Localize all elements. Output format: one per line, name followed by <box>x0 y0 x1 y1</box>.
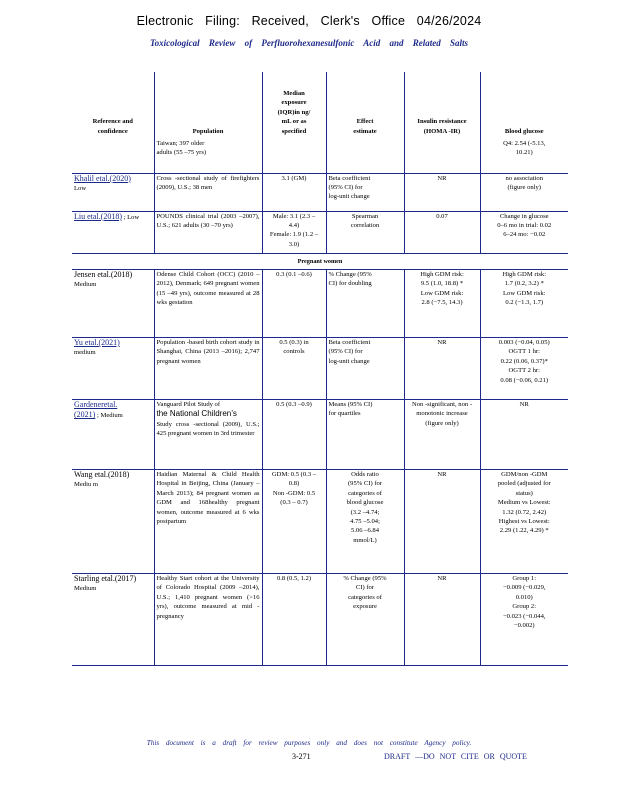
cell-effect: % Change (95% CI) for doubling <box>326 269 404 337</box>
cell-reference <box>72 337 154 399</box>
cell-effect: Means (95% CI) for quartiles <box>326 399 404 469</box>
cell-glucose: Q4: 2.54 (-5.13, 10.21) <box>480 139 568 173</box>
cell-population: Taiwan; 397 older adults (55 –75 yrs) <box>154 139 262 173</box>
confidence-label: ; Medium <box>96 412 123 420</box>
cell-glucose: NR <box>480 399 568 469</box>
cell-exposure: 3.1 (GM) <box>262 173 326 211</box>
cell-reference <box>72 399 154 469</box>
cell-effect: Odds ratio (95% CI) for categories of blood glucose (3.2 –4.74; 4.75 –5.04; 5.06 –6.84 mmol/L) <box>326 469 404 573</box>
reference-link[interactable]: Jensen etal.(2018) <box>74 269 133 279</box>
cell-insulin: NR <box>404 573 480 665</box>
table-row <box>72 173 568 211</box>
cell-glucose: High GDM risk: 1.7 (0.2, 3.2) * Low GDM risk: 0.2 (−1.3, 1.7) <box>480 269 568 337</box>
confidence-label: medium <box>74 349 96 357</box>
cell-glucose: GDM/non -GDM pooled (adjusted for status) Medium vs Lowest: 1.32 (0.72, 2.42) Highest vs Lowest: 2.29 (1.22, 4.29) * <box>480 469 568 573</box>
cell-reference <box>72 573 154 665</box>
cell-insulin: 0.07 <box>404 211 480 253</box>
cell-insulin: High GDM risk: 9.5 (1.0, 18.8) * Low GDM risk: 2.8 (−7.5, 14.3) <box>404 269 480 337</box>
cell-glucose: Group 1: −0.009 (−0.029, 0.010) Group 2: −0.023 (−0.044, −0.002) <box>480 573 568 665</box>
table-row <box>72 337 568 399</box>
confidence-label: Mediu m <box>74 481 98 489</box>
reference-link[interactable]: Khalil etal.(2020) <box>74 173 131 183</box>
section-label: Pregnant women <box>72 253 568 269</box>
cell-population: POUNDS clinical trial (2003 –2007), U.S.; 621 adults (30 –70 yrs) <box>154 211 262 253</box>
col-header-glucose: Blood glucose <box>480 72 568 139</box>
cell-reference <box>72 139 154 173</box>
cell-exposure: 0.5 (0.3 –0.9) <box>262 399 326 469</box>
cell-reference <box>72 469 154 573</box>
cell-insulin: NR <box>404 173 480 211</box>
cell-population: Healthy Start cohort at the University of Colorado Hospital (2009 –2014), U.S.; 1,410 pregnant women (>16 yrs), outcome measured at mid - pregnancy <box>154 573 262 665</box>
cell-reference <box>72 269 154 337</box>
section-row <box>72 253 568 269</box>
cell-glucose: Change in glucose 0–6 mo in trial: 0.02 6–24 mo: −0.02 <box>480 211 568 253</box>
table-row <box>72 211 568 253</box>
cell-population <box>154 399 262 469</box>
cell-effect: Spearman correlation <box>326 211 404 253</box>
reference-link[interactable]: Starling etal.(2017) <box>74 573 137 583</box>
cell-effect: Beta coefficient (95% CI) for log-unit change <box>326 173 404 211</box>
reference-link[interactable]: Gardeneretal. (2021) <box>74 399 118 420</box>
cell-exposure: 0.8 (0.5, 1.2) <box>262 573 326 665</box>
cell-exposure: 0.5 (0.3) in controls <box>262 337 326 399</box>
col-header-population: Population <box>154 72 262 139</box>
reference-link[interactable]: Liu etal.(2018) <box>74 211 122 221</box>
table-row <box>72 139 568 173</box>
table-row <box>72 399 568 469</box>
col-header-effect: Effect estimate <box>326 72 404 139</box>
cell-reference <box>72 211 154 253</box>
col-header-exposure: Median exposure (IQR)in ng/ mL or as specified <box>262 72 326 139</box>
population-text: Study cross -sectional (2009), U.S.; 425 pregnant women in 3rd trimester <box>156 420 260 438</box>
confidence-label: ; Low <box>123 213 140 221</box>
table-row <box>72 469 568 573</box>
cell-insulin <box>404 139 480 173</box>
reference-link[interactable]: Wang etal.(2018) <box>74 469 130 479</box>
page-number: 3-271 <box>292 752 311 761</box>
cell-effect <box>326 139 404 173</box>
cell-insulin: NR <box>404 337 480 399</box>
cell-insulin: NR <box>404 469 480 573</box>
cell-population: Odense Child Cohort (OCC) (2010 –2012), Denmark; 649 pregnant women (15 –49 yrs), outcome measured at 28 wks gestation <box>154 269 262 337</box>
table-header-row <box>72 72 568 139</box>
confidence-label: Low <box>74 184 87 192</box>
cell-exposure <box>262 139 326 173</box>
col-header-reference: Reference and confidence <box>92 118 133 135</box>
population-text: the National Children’s <box>156 409 237 419</box>
cell-reference <box>72 173 154 211</box>
confidence-label: Medium <box>74 281 97 289</box>
cell-population: Population -based birth cohort study in Shanghai, China (2013 –2016); 2,747 pregnant women <box>154 337 262 399</box>
cell-effect: % Change (95% CI) for categories of exposure <box>326 573 404 665</box>
cell-exposure: GDM: 0.5 (0.3 – 0.8) Non -GDM: 0.5 (0.3 – 0.7) <box>262 469 326 573</box>
cell-population: Cross -sectional study of firefighters (2009), U.S.; 38 men <box>154 173 262 211</box>
cell-glucose: 0.003 (−0.04, 0.05) OGTT 1 hr: 0.22 (0.06, 0.37)* OGTT 2 hr: 0.08 (−0.06, 0.21) <box>480 337 568 399</box>
evidence-table <box>72 72 568 666</box>
filing-stamp: Electronic Filing: Received, Clerk's Office 04/26/2024 <box>136 14 482 28</box>
document-title: Toxicological Review of Perfluorohexanesulfonic Acid and Related Salts <box>149 38 469 48</box>
reference-link[interactable]: Yu etal.(2021) <box>74 337 120 347</box>
table-row <box>72 573 568 665</box>
confidence-label: Medium <box>74 585 97 593</box>
draft-notice: DRAFT —DO NOT CITE OR QUOTE <box>384 752 527 761</box>
col-header-insulin: Insulin resistance (HOMA -IR) <box>404 72 480 139</box>
draft-disclaimer: This document is a draft for review purposes only and does not constitute Agency policy. <box>146 739 472 747</box>
cell-insulin: Non -significant, non - monotonic increase (figure only) <box>404 399 480 469</box>
table-row <box>72 269 568 337</box>
cell-glucose: no association (figure only) <box>480 173 568 211</box>
cell-effect: Beta coefficient (95% CI) for log-unit change <box>326 337 404 399</box>
cell-exposure: 0.3 (0.1 –0.6) <box>262 269 326 337</box>
population-text: Vanguard Pilot Study of <box>156 400 221 408</box>
cell-population: Haidian Maternal & Child Health Hospital in Beijing, China (January – March 2013); 84 pregnant women as GDM and 168healthy pregnant women, outcome measured at 6 wks postpartum <box>154 469 262 573</box>
cell-exposure: Male: 3.1 (2.3 – 4.4) Female: 1.9 (1.2 – 3.0) <box>262 211 326 253</box>
